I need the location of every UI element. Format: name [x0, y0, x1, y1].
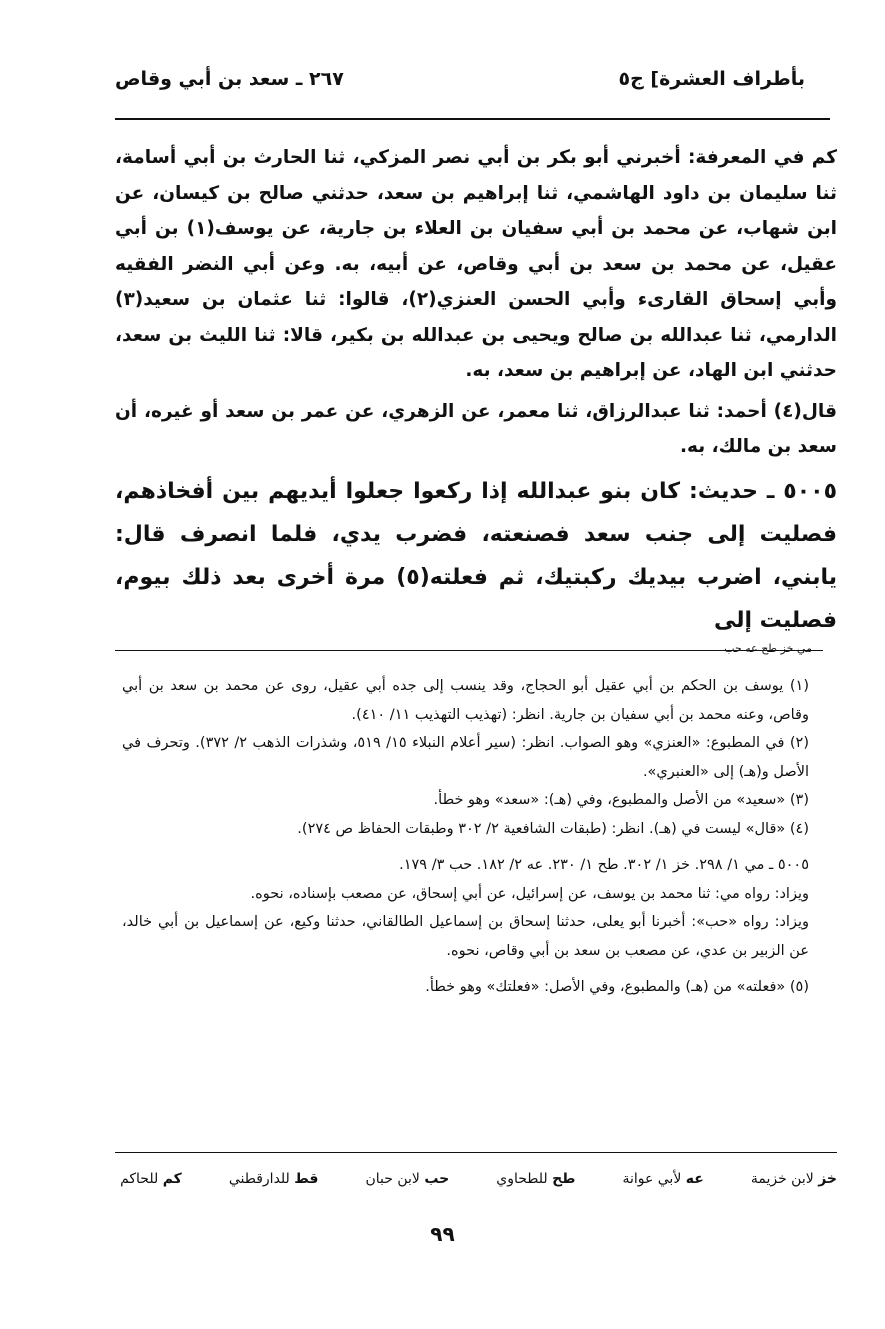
- abbreviations-rule: [115, 1152, 837, 1153]
- footnote-3: (٣) «سعيد» من الأصل والمطبوع، وفي (هـ): «سعد» وهو خطأ.: [433, 792, 809, 808]
- main-text: [115, 140, 837, 655]
- footnote-2: (٢) في المطبوع: «العنزي» وهو الصواب. انظر: (سير أعلام النبلاء ١٥/ ٥١٩، وشذرات الذهب ٢/ ٣٧٢). وتحرف في الأصل و(هـ) إلى «العنبري».: [122, 735, 809, 780]
- header-chapter-title: ٢٦٧ ـ سعد بن أبي وقاص: [115, 68, 344, 90]
- hadith-number: ٥٠٠٥ ـ حديث:: [689, 478, 838, 504]
- page-number: ٩٩: [430, 1222, 455, 1246]
- abbrev-daraqutni: قط للدارقطني: [228, 1171, 319, 1187]
- footnote-5: (٥) «فعلته» من (هـ) والمطبوع، وفي الأصل: «فعلتك» وهو خطأ.: [425, 979, 809, 995]
- hadith-paragraph: [115, 470, 837, 642]
- abbreviations-key: [120, 1166, 837, 1192]
- isnad-paragraph-1: كم في المعرفة: أخبرني أبو بكر بن أبي نصر المزكي، ثنا الحارث بن أبي أسامة، ثنا سليمان بن داود الهاشمي، ثنا إبراهيم بن سعد، حدثني صالح بن كيسان، عن ابن شهاب، عن محمد بن أبي سفيان بن العلاء بن جارية، عن يوسف(١) بن أبي عقيل، عن محمد بن سعد بن أبي وقاص، عن أبيه، به. وعن أبي النضر الفقيه وأبي إسحاق القارىء وأبي الحسن العنزي(٢)، قالوا: ثنا عثمان بن سعيد(٣) الدارمي، ثنا عبدالله بن صالح ويحيى بن عبدالله بن بكير، قالا: ثنا الليث بن سعد، حدثني ابن الهاد، عن إبراهيم بن سعد، به.: [115, 147, 838, 381]
- footnotes: [122, 672, 837, 1002]
- takhrij-addition-1: ويزاد: رواه مي: ثنا محمد بن يوسف، عن إسرائيل، عن أبي إسحاق، عن مصعب بإسناده، نحوه.: [250, 885, 809, 902]
- isnad-paragraph-2: قال(٤) أحمد: ثنا عبدالرزاق، ثنا معمر، عن الزهري، عن عمر بن سعد أو غيره، أن سعد بن مالك، به.: [115, 400, 837, 457]
- header-book-title: بأطراف العشرة] ج٥: [618, 68, 805, 90]
- takhrij-sources: ٥٠٠٥ ـ مي ١/ ٢٩٨. خز ١/ ٣٠٢. طح ١/ ٢٣٠. عه ٢/ ١٨٢. حب ٣/ ١٧٩.: [399, 857, 809, 873]
- footnote-4: (٤) «قال» ليست في (هـ). انظر: (طبقات الشافعية ٢/ ٣٠٢ وطبقات الحفاظ ص ٢٧٤).: [297, 820, 809, 837]
- abbrev-tahawi: طح للطحاوي: [496, 1171, 576, 1187]
- hadith-source-codes: مي خز طح عه حب: [724, 641, 812, 655]
- abbrev-ibn-khuzayma: خز لابن خزيمة: [750, 1171, 837, 1187]
- footnote-1: (١) يوسف بن الحكم بن أبي عقيل أبو الحجاج، وقد ينسب إلى جده أبي عقيل، روى عن محمد بن سعد بن أبي وقاص، وعنه محمد بن أبي سفيان بن جارية. انظر: (تهذيب التهذيب ١١/ ٤١٠).: [122, 678, 809, 723]
- abbrev-hakim: كم للحاكم: [120, 1171, 182, 1187]
- hadith-text: كان بنو عبدالله إذا ركعوا جعلوا أيديهم بين أفخاذهم، فصليت إلى جنب سعد فصنعته، فضرب يدي، فلما انصرف قال: يابني، اضرب بيديك ركبتيك، ثم فعلته(٥) مرة أخرى بعد ذلك بيوم، فصليت إلى: [115, 478, 837, 633]
- header-rule: [115, 118, 830, 120]
- abbrev-abu-awana: عه لأبي عوانة: [622, 1171, 704, 1187]
- footnote-rule: [115, 650, 823, 651]
- takhrij-addition-2: ويزاد: رواه «حب»: أخبرنا أبو يعلى، حدثنا إسحاق بن إسماعيل الطالقاني، حدثنا وكيع، عن إسماعيل بن أبي خالد، عن الزبير بن عدي، عن مصعب بن سعد بن أبي وقاص، نحوه.: [122, 914, 809, 959]
- running-header: [115, 62, 805, 96]
- abbrev-ibn-hibban: حب لابن حبان: [365, 1171, 450, 1187]
